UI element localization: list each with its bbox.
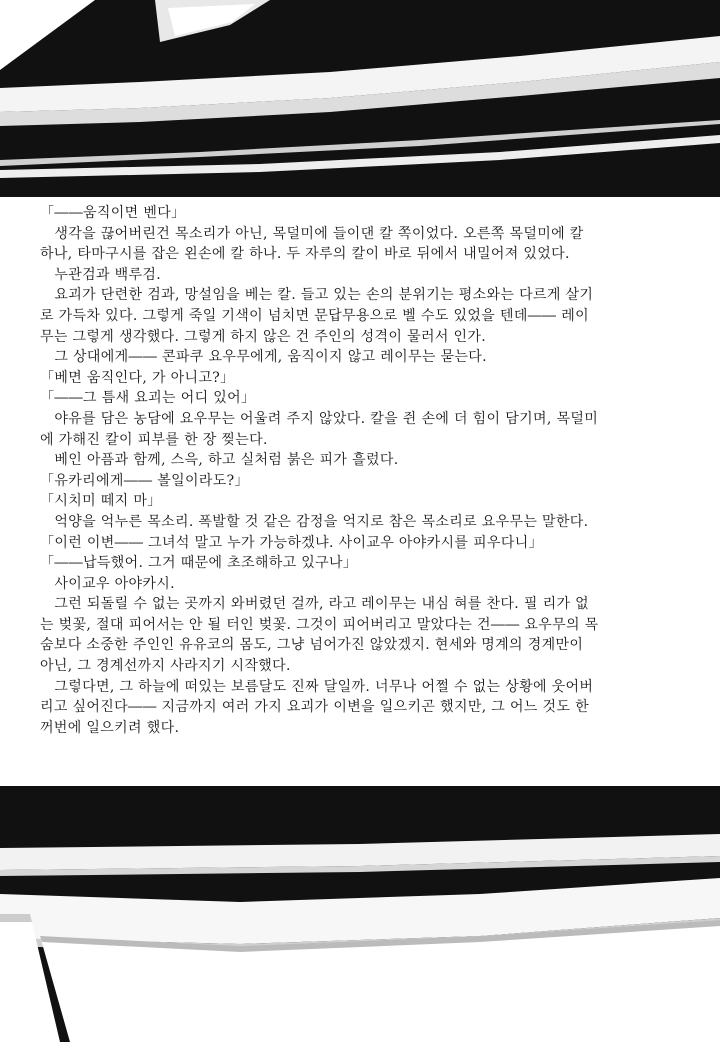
text-line: 에 가해진 칼이 피부를 한 장 찢는다. <box>40 431 268 448</box>
text-line: 그 상대에게―― 콘파쿠 요우무에게, 움직이지 않고 레이무는 묻는다. <box>40 349 487 366</box>
text-line: 그렇다면, 그 하늘에 떠있는 보름달도 진짜 달일까. 너무나 어쩔 수 없는 상황에 웃어버 <box>40 678 594 695</box>
text-line: 숨보다 소중한 주인인 유유코의 몸도, 그냥 넘어가진 않았겠지. 현세와 명계의 경계만이 <box>40 637 584 654</box>
novel-text-panel <box>0 197 720 786</box>
text-line: 아닌, 그 경계선까지 사라지기 시작했다. <box>40 658 291 675</box>
text-line: 「――납득했어. 그거 때문에 초조해하고 있구나」 <box>40 555 358 572</box>
text-line: 꺼번에 일으키려 했다. <box>40 719 180 736</box>
text-line: 누관검과 백루검. <box>40 266 162 283</box>
text-line: 하나, 타마구시를 잡은 왼손에 칼 하나. 두 자루의 칼이 바로 뒤에서 내밀어져 있었다. <box>40 246 570 263</box>
manga-art-bottom-panel <box>0 786 720 1042</box>
text-line: 는 벚꽃, 절대 피어서는 안 될 터인 벚꽃. 그것이 피어버리고 말았다는 건―― 요우무의 목 <box>40 616 599 633</box>
text-line: 그런 되돌릴 수 없는 곳까지 와버렸던 걸까, 라고 레이무는 내심 혀를 찬다. 필 리가 없 <box>40 596 589 613</box>
text-line: 억양을 억누른 목소리. 폭발할 것 같은 감정을 억지로 참은 목소리로 요우무는 말한다. <box>40 513 589 530</box>
text-line: 「――그 틈새 요괴는 어디 있어」 <box>40 390 256 407</box>
text-line: 사이교우 아야카시. <box>40 575 175 592</box>
text-line: 로 가득차 있다. 그렇게 죽일 기색이 넘치면 문답무용으로 벨 수도 있었을 텐데―― 레이 <box>40 307 589 324</box>
text-line: 요괴가 단련한 검과, 망설임을 베는 칼. 들고 있는 손의 분위기는 평소와는 다르게 살기 <box>40 287 594 304</box>
manga-art-top-panel <box>0 0 720 197</box>
text-line: 「이런 이변―― 그녀석 말고 누가 가능하겠냐. 사이교우 아야카시를 피우다니」 <box>40 534 543 551</box>
text-line: 베인 아픔과 함께, 스윽, 하고 실처럼 붉은 피가 흘렀다. <box>40 452 399 469</box>
text-line: 무는 그렇게 생각했다. 그렇게 하지 않은 건 주인의 성격이 물러서 인가. <box>40 328 487 345</box>
text-line: 「――움직이면 벤다」 <box>40 205 186 221</box>
text-line: 「유카리에게―― 볼일이라도?」 <box>40 472 249 489</box>
text-line: 「베면 움직인다, 가 아니고?」 <box>40 369 235 386</box>
text-line: 「시치미 떼지 마」 <box>40 493 162 510</box>
text-line: 리고 싶어진다―― 지금까지 여러 가지 요괴가 이변을 일으키곤 했지만, 그 어느 것도 한 <box>40 699 589 716</box>
text-line: 생각을 끊어버린건 목소리가 아닌, 목덜미에 들이댄 칼 쪽이었다. 오른쪽 목덜미에 칼 <box>40 225 584 242</box>
text-line: 야유를 담은 농담에 요우무는 어울려 주지 않았다. 칼을 쥔 손에 더 힘이 담기며, 목덜미 <box>40 410 599 427</box>
